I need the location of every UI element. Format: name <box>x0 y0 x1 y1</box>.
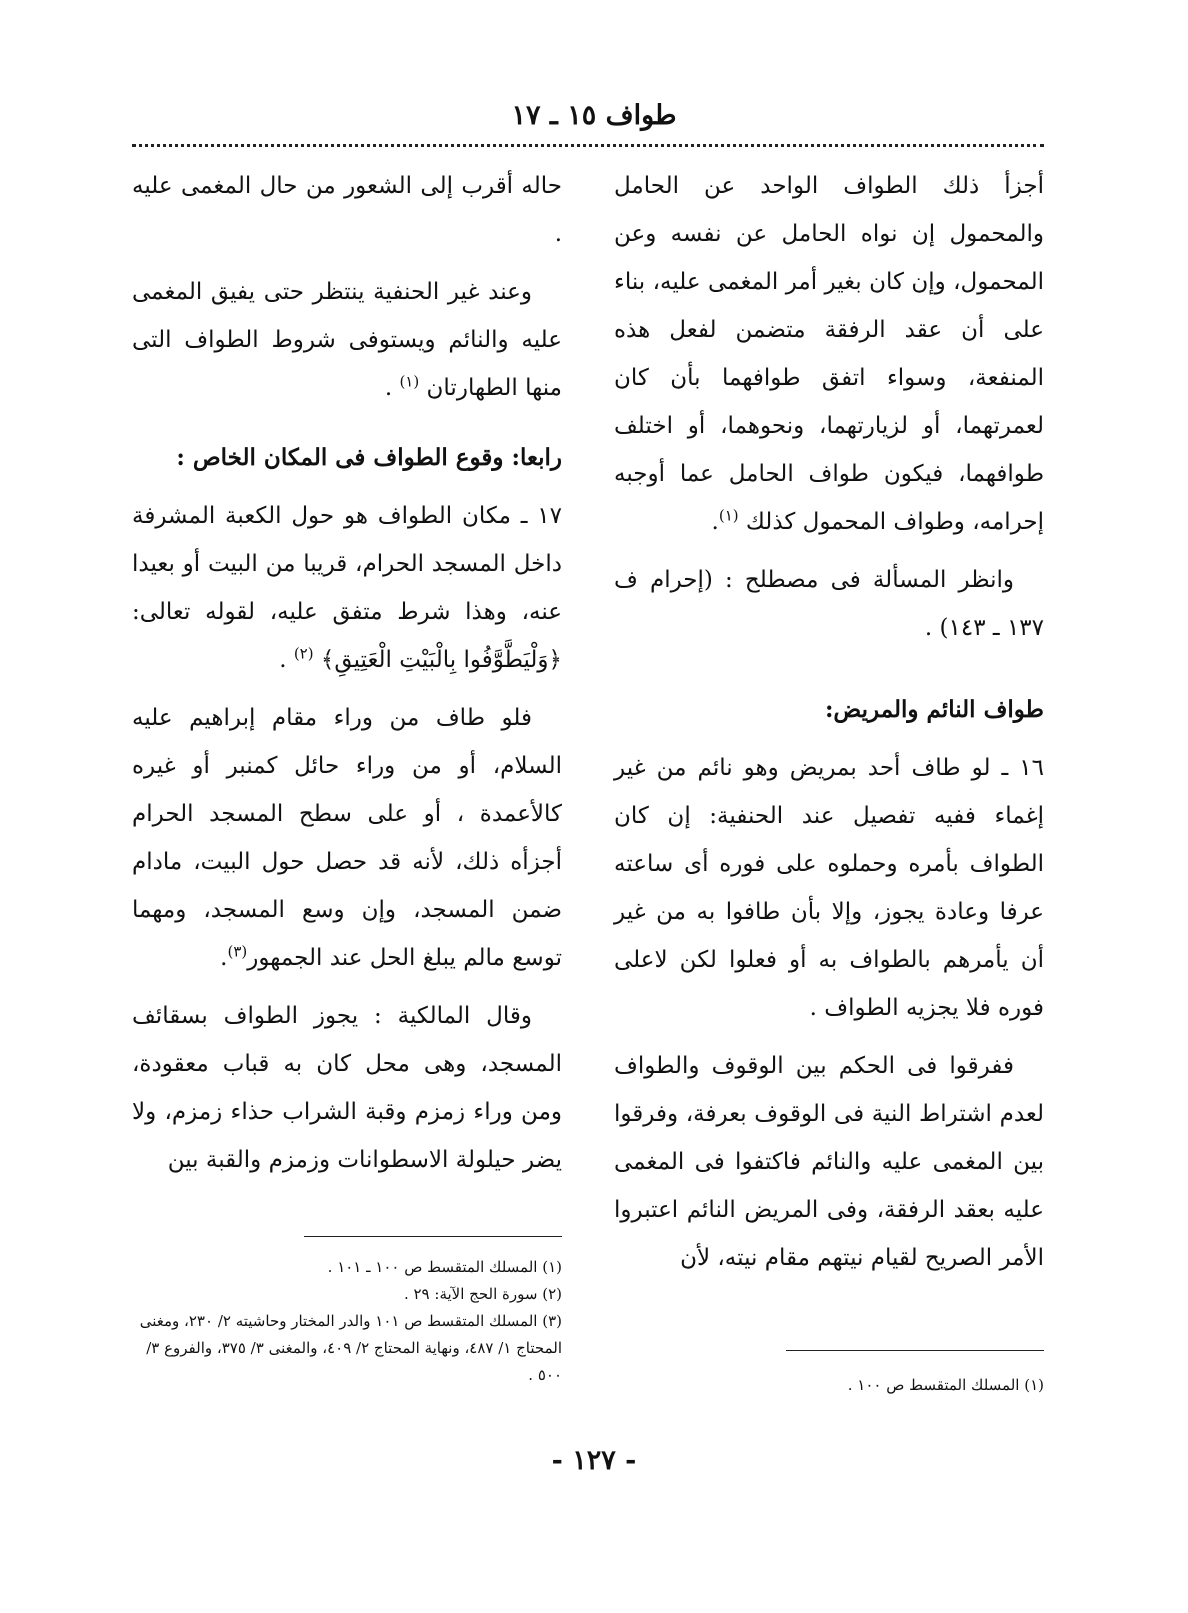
header-divider <box>132 144 1044 147</box>
paragraph <box>132 694 562 982</box>
footnote-rule <box>304 1236 562 1237</box>
paragraph-text: وعند غير الحنفية ينتظر حتى يفيق المغمى عليه والنائم ويستوفى شروط الطواف التى منها الطهارتان <box>132 279 562 401</box>
paragraph-end: . <box>711 509 719 535</box>
footnote-marker: (١) <box>399 372 420 391</box>
page-number: - ١٢٧ - <box>551 1445 637 1476</box>
paragraph-text: أجزأ ذلك الطواف الواحد عن الحامل والمحمول إن نواه الحامل عن نفسه وعن المحمول، وإن كان بغير أمر المغمى عليه، بناء على أن عقد الرفقة متضمن لفعل هذه المنفعة، وسواء اتفق طوافهما بأن كان لعمرتهما، أو لزيارتهما، ونحوهما، أو اختلف طوافهما، فيكون طواف الحامل عما أوجبه إحرامه، وطواف المحمول كذلك <box>614 173 1044 535</box>
footnote: (١) المسلك المتقسط ص ١٠٠ ـ ١٠١ . <box>327 1258 562 1276</box>
footnote: (٢) سورة الحج الآية: ٢٩ . <box>403 1285 562 1303</box>
footnote: (١) المسلك المتقسط ص ١٠٠ . <box>847 1376 1044 1394</box>
paragraph-end: . <box>279 647 287 673</box>
footnote-marker: (٢) <box>293 644 314 663</box>
paragraph: ففرقوا فى الحكم بين الوقوف والطواف لعدم اشتراط النية فى الوقوف بعرفة، وفرقوا بين المغمى عليه والنائم فاكتفوا فى المغمى عليه بعقد الرفقة، وفى المريض النائم اعتبروا الأمر الصريح لقيام نيتهم مقام نيته، لأن <box>614 1053 1044 1271</box>
paragraph: ١٦ ـ لو طاف أحد بمريض وهو نائم من غير إغماء ففيه تفصيل عند الحنفية: إن كان الطواف بأمره وحملوه على فوره أى ساعته عرفا وعادة يجوز، وإلا بأن طافوا به من غير أن يأمرهم بالطواف به أو فعلوا لكن لاعلى فوره فلا يجزيه الطواف . <box>614 755 1044 1021</box>
paragraph-text: ١٧ ـ مكان الطواف هو حول الكعبة المشرفة داخل المسجد الحرام، قريبا من البيت أو بعيدا عنه، وهذا شرط متفق عليه، لقوله تعالى: ﴿وَلْيَطَّوَّفُوا بِالْبَيْتِ الْعَتِيقِ﴾ <box>132 503 562 673</box>
footnote-marker: (٣) <box>227 942 248 961</box>
paragraph <box>132 492 562 684</box>
paragraph-end: . <box>384 375 393 401</box>
footnote-rule <box>786 1350 1044 1351</box>
running-header: طواف ١٥ ـ ١٧ <box>511 100 677 131</box>
paragraph <box>614 162 1044 546</box>
right-footnotes <box>786 1372 1044 1399</box>
paragraph: وقال المالكية : يجوز الطواف بسقائف المسجد، وهى محل كان به قباب معقودة، ومن وراء زمزم وقبة الشراب حذاء زمزم، ولا يضر حيلولة الاسطوانات وزمزم والقبة بين <box>132 1003 562 1173</box>
right-column <box>614 162 1044 1292</box>
left-footnotes <box>132 1254 562 1389</box>
footnote-marker: (١) <box>718 506 739 525</box>
paragraph <box>132 268 562 412</box>
paragraph-end: . <box>220 945 228 971</box>
footnote: (٣) المسلك المتقسط ص ١٠١ والدر المختار وحاشيته ٢/ ٢٣٠، ومغنى المحتاج ١/ ٤٨٧، ونهاية المحتاج ٢/ ٤٠٩، والمغنى ٣/ ٣٧٥، والفروع ٣/ ٥٠٠ . <box>139 1312 562 1384</box>
paragraph: وانظر المسألة فى مصطلح : (إحرام ف ١٣٧ ـ ١٤٣) . <box>614 567 1044 641</box>
paragraph-text: فلو طاف من وراء مقام إبراهيم عليه السلام، أو من وراء حائل كمنبر أو غيره كالأعمدة ، أو على سطح المسجد الحرام أجزأه ذلك، لأنه قد حصل حول البيت، مادام ضمن المسجد، وإن وسع المسجد، ومهما توسع مالم يبلغ الحل عند الجمهور <box>132 705 562 971</box>
paragraph: حاله أقرب إلى الشعور من حال المغمى عليه . <box>132 173 562 247</box>
section-heading: طواف النائم والمريض: <box>824 696 1044 723</box>
left-column <box>132 162 562 1194</box>
section-heading: رابعا: وقوع الطواف فى المكان الخاص : <box>176 444 562 471</box>
